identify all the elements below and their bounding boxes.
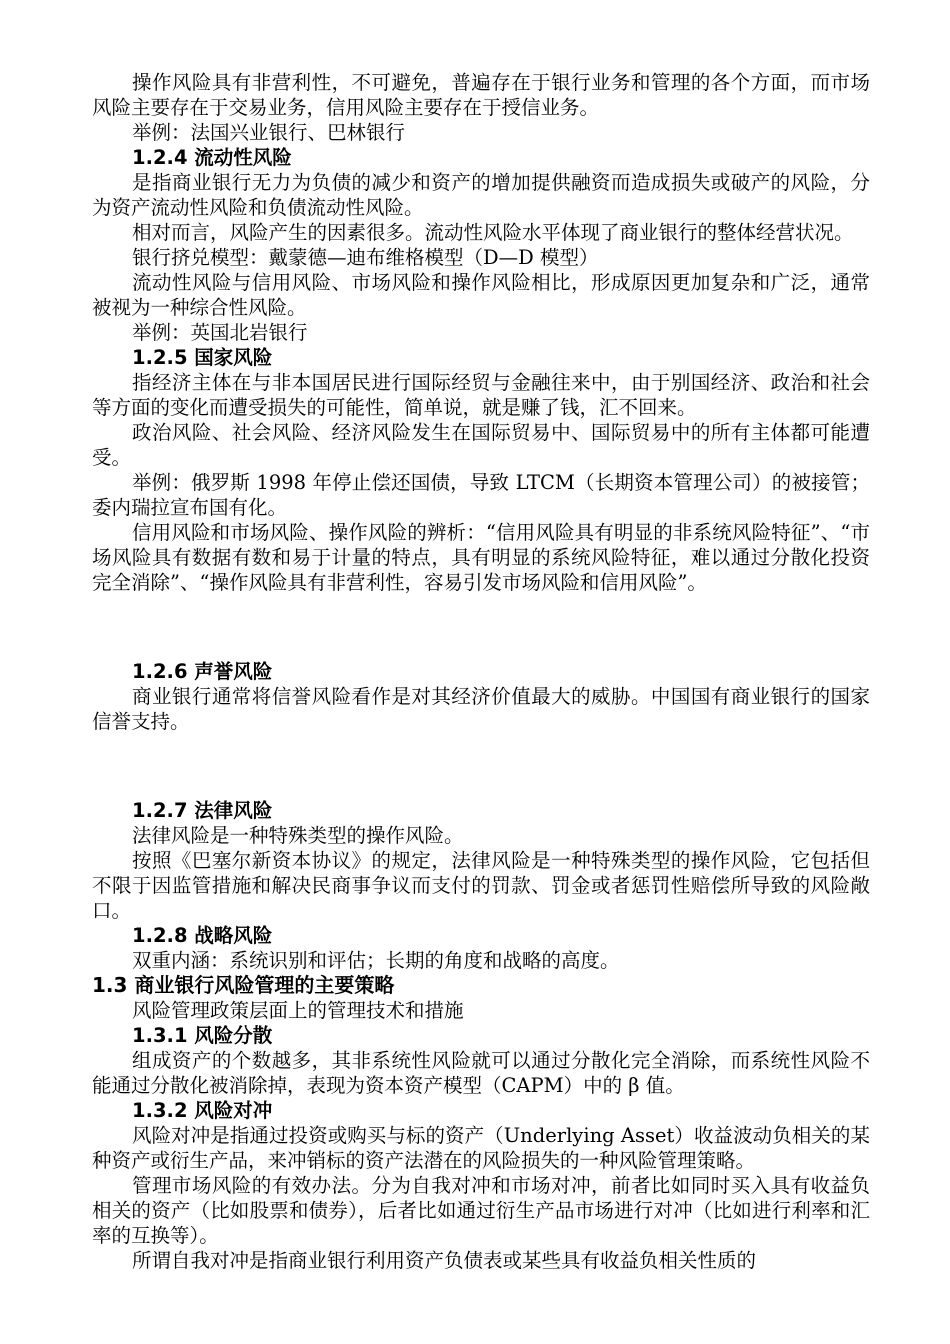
paragraph: 操作风险具有非营利性，不可避免，普遍存在于银行业务和管理的各个方面，而市场风险主要存在于交易业务，信用风险主要存在于授信业务。: [92, 71, 870, 119]
paragraph: 举例：法国兴业银行、巴林银行: [132, 121, 406, 144]
section-heading: 1.2.6 声誉风险: [132, 660, 273, 683]
chapter-heading: 1.3 商业银行风险管理的主要策略: [92, 973, 395, 997]
paragraph: 风险对冲是指通过投资或购买与标的资产（Underlying Asset）收益波动负相关的某种资产或衍生产品，来冲销标的资产法潜在的风险损失的一种风险管理策略。: [92, 1124, 870, 1172]
section-heading: 1.3.1 风险分散: [132, 1024, 273, 1047]
paragraph: 法律风险是一种特殊类型的操作风险。: [132, 824, 464, 847]
paragraph: 举例：英国北岩银行: [132, 321, 308, 344]
paragraph: 流动性风险与信用风险、市场风险和操作风险相比，形成原因更加复杂和广泛，通常被视为一种综合性风险。: [92, 271, 870, 319]
spacer: [92, 754, 870, 779]
paragraph: 按照《巴塞尔新资本协议》的规定，法律风险是一种特殊类型的操作风险，它包括但不限于因监管措施和解决民商事争议而支付的罚款、罚金或者惩罚性赔偿所导致的风险敞口。: [92, 849, 870, 922]
spacer: [92, 615, 870, 640]
paragraph: 政治风险、社会风险、经济风险发生在国际贸易中、国际贸易中的所有主体都可能遭受。: [92, 421, 870, 469]
paragraph: 商业银行通常将信誉风险看作是对其经济价值最大的威胁。中国国有商业银行的国家信誉支持。: [92, 685, 870, 733]
paragraph: 管理市场风险的有效办法。分为自我对冲和市场对冲，前者比如同时买入具有收益负相关的资产（比如股票和债券），后者比如通过衍生产品市场进行对冲（比如进行利率和汇率的互换等）。: [92, 1174, 870, 1247]
paragraph: 双重内涵：系统识别和评估；长期的角度和战略的高度。: [132, 949, 620, 972]
paragraph: 风险管理政策层面上的管理技术和措施: [132, 999, 464, 1022]
paragraph: 所谓自我对冲是指商业银行利用资产负债表或某些具有收益负相关性质的: [132, 1249, 757, 1272]
paragraph: 是指商业银行无力为负债的减少和资产的增加提供融资而造成损失或破产的风险，分为资产流动性风险和负债流动性风险。: [92, 171, 870, 219]
document-body: [92, 70, 870, 1273]
section-heading: 1.2.7 法律风险: [132, 799, 273, 822]
paragraph: 举例：俄罗斯 1998 年停止偿还国债，导致 LTCM（长期资本管理公司）的被接管；委内瑞拉宣布国有化。: [92, 471, 870, 519]
paragraph: 信用风险和市场风险、操作风险的辨析：“信用风险具有明显的非系统风险特征”、“市场风险具有数据有数和易于计量的特点，具有明显的系统风险特征，难以通过分散化投资完全消除”、“操作风险具有非营利性，容易引发市场风险和信用风险”。: [92, 521, 870, 594]
section-heading: 1.3.2 风险对冲: [132, 1099, 273, 1122]
section-heading: 1.2.5 国家风险: [132, 346, 273, 369]
paragraph: 银行挤兑模型：戴蒙德—迪布维格模型（D—D 模型）: [132, 246, 599, 269]
paragraph: 指经济主体在与非本国居民进行国际经贸与金融往来中，由于别国经济、政治和社会等方面的变化而遭受损失的可能性，简单说，就是赚了钱，汇不回来。: [92, 371, 870, 419]
paragraph: 组成资产的个数越多，其非系统性风险就可以通过分散化完全消除，而系统性风险不能通过分散化被消除掉，表现为资本资产模型（CAPM）中的 β 值。: [92, 1049, 870, 1097]
section-heading: 1.2.4 流动性风险: [132, 146, 292, 169]
section-heading: 1.2.8 战略风险: [132, 924, 273, 947]
paragraph: 相对而言，风险产生的因素很多。流动性风险水平体现了商业银行的整体经营状况。: [132, 221, 854, 244]
